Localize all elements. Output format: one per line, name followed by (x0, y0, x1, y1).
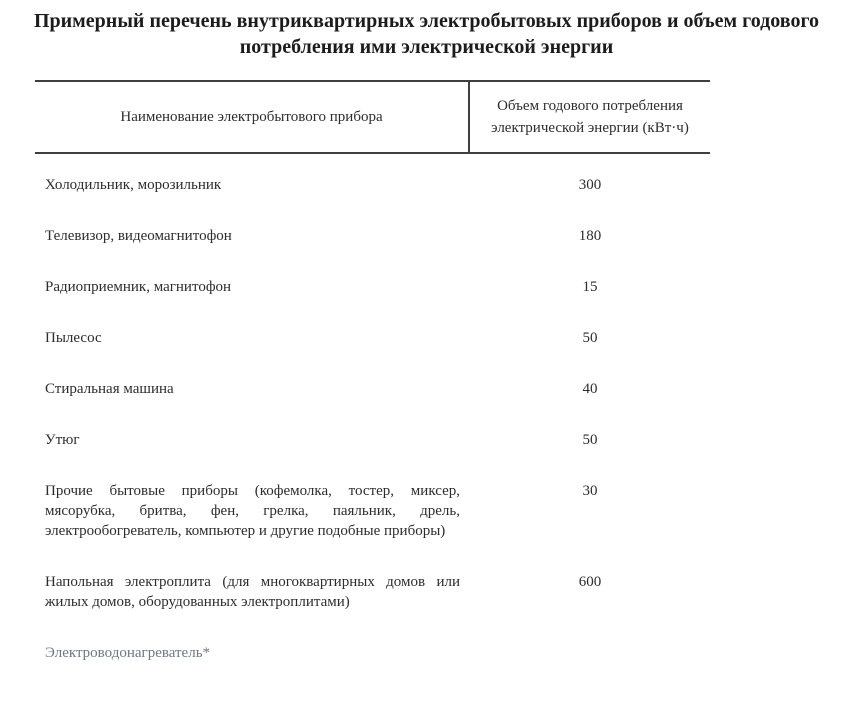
consumption-value-cell: 600 (578, 574, 602, 590)
table-row-vacuum-cleaner (35, 328, 710, 348)
table-row-water-heater (35, 643, 710, 663)
table-body (35, 154, 710, 663)
table-row-electric-stove (35, 572, 710, 612)
consumption-value-cell: 50 (582, 330, 598, 346)
column-header-annual-consumption: Объем годового потребления электрической энергии (кВт·ч) (491, 98, 689, 136)
table-row-other-appliances (35, 481, 710, 541)
consumption-value-cell: 15 (582, 279, 598, 295)
document-page (0, 8, 853, 711)
table-row-refrigerator (35, 175, 710, 195)
consumption-value-cell: 30 (582, 483, 598, 499)
appliance-name-cell: Пылесос (45, 330, 102, 346)
appliance-name-cell: Утюг (45, 432, 80, 448)
appliance-name-cell: Телевизор, видеомагнитофон (45, 228, 232, 244)
appliances-table (35, 80, 710, 663)
consumption-value-cell: 50 (582, 432, 598, 448)
table-row-washing-machine (35, 379, 710, 399)
consumption-value-cell: 40 (582, 381, 598, 397)
column-header-appliance-name: Наименование электробытового прибора (35, 82, 470, 152)
table-row-iron (35, 430, 710, 450)
page-title: Примерный перечень внутриквартирных электробытовых приборов и объем годового потребления ими электрической энергии (33, 10, 820, 58)
consumption-value-cell: 180 (578, 228, 602, 244)
table-header-row (35, 80, 710, 154)
table-row-tv-vcr (35, 226, 710, 246)
consumption-value-cell: 300 (578, 177, 602, 193)
table-row-radio (35, 277, 710, 297)
appliance-name-cell: Стиральная машина (45, 381, 174, 397)
appliance-name-cell: Холодильник, морозильник (45, 177, 222, 193)
appliance-name-cell: Прочие бытовые приборы (кофемолка, тостер, миксер, мясорубка, бритва, фен, грелка, паяльник, дрель, электрообогреватель, компьютер и другие подобные приборы) (45, 483, 460, 539)
appliance-name-cell: Напольная электроплита (для многоквартирных домов или жилых домов, оборудованных электроплитами) (45, 574, 460, 610)
appliance-name-cell: Радиоприемник, магнитофон (45, 279, 232, 295)
appliance-name-cell: Электроводонагреватель* (45, 645, 211, 661)
